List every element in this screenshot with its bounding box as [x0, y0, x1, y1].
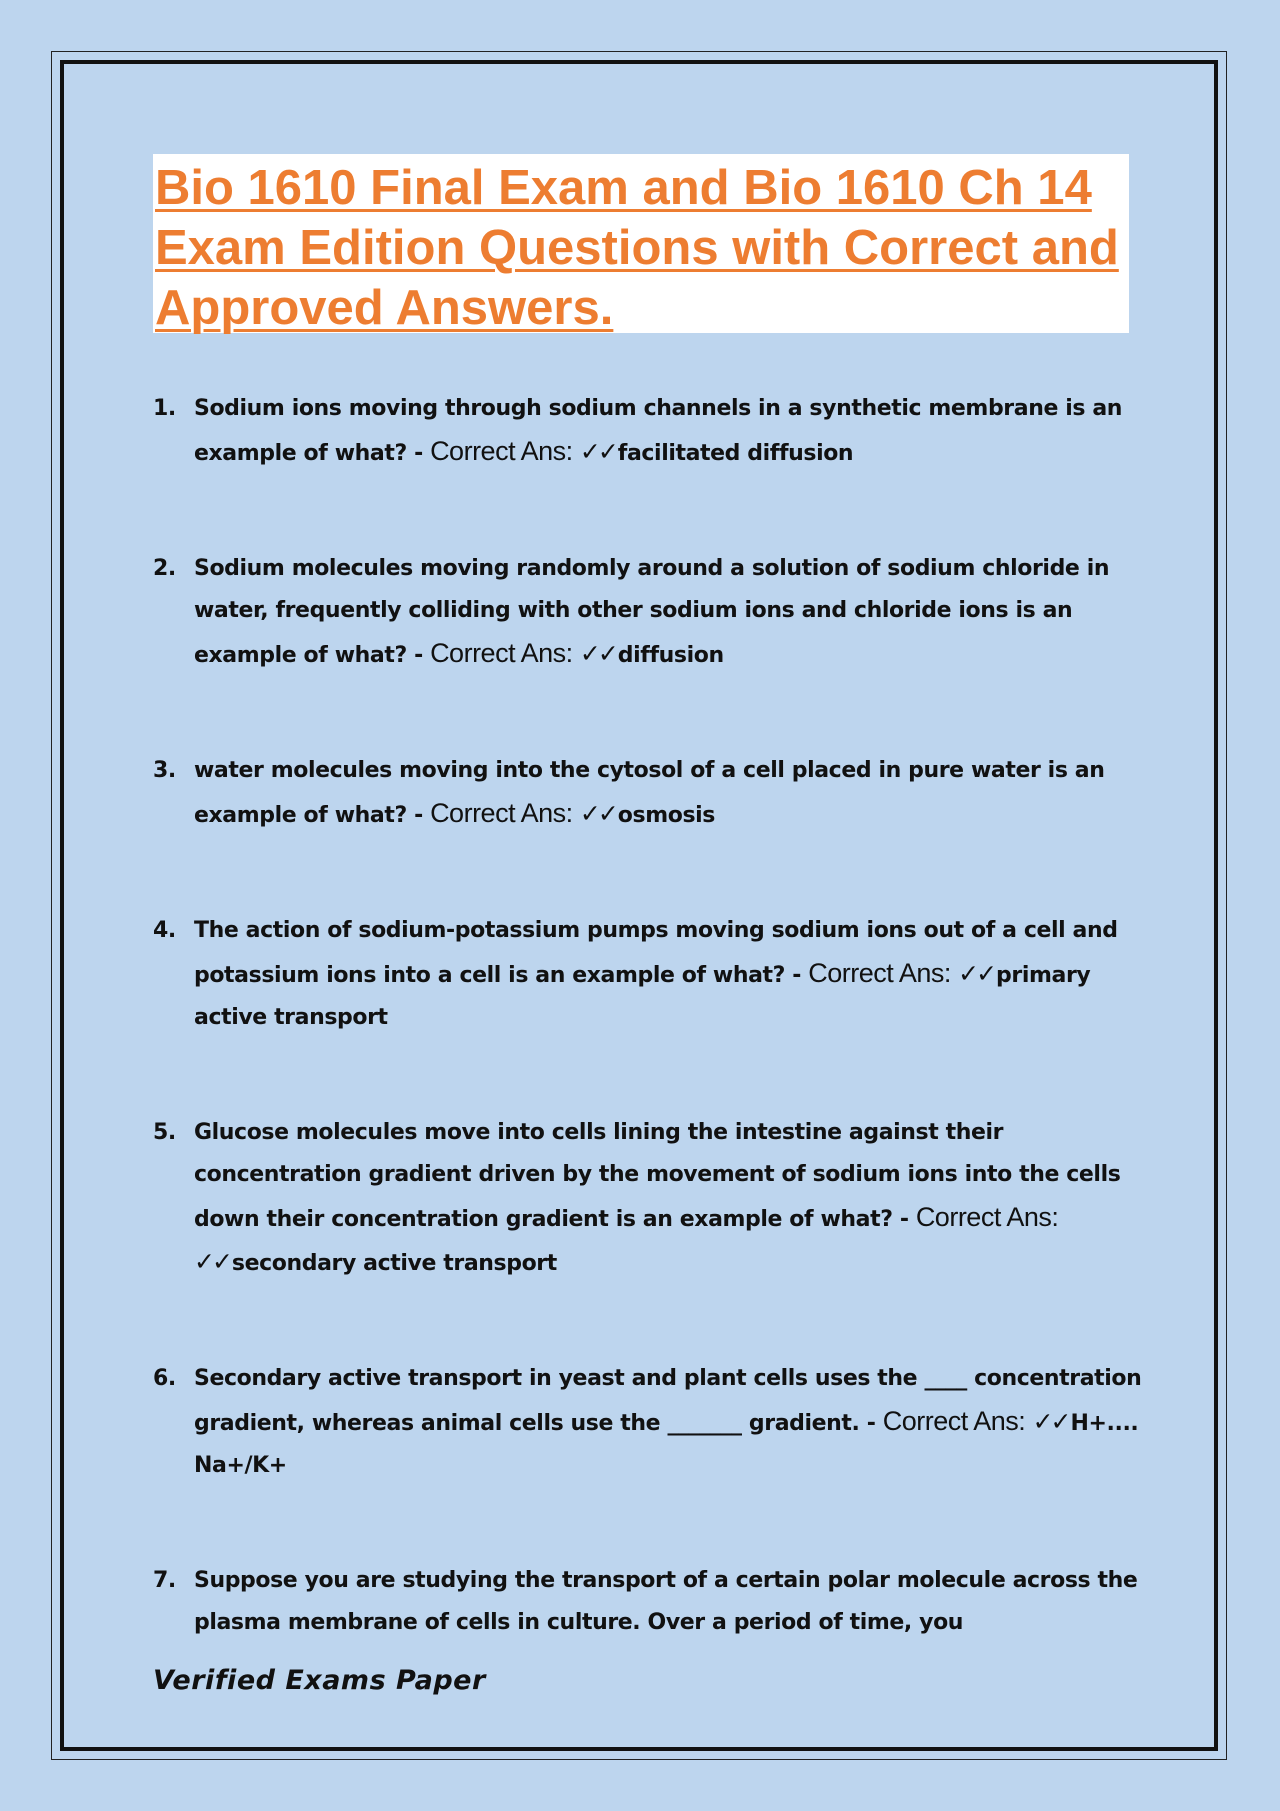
question-item [153, 750, 1143, 837]
double-check-icon: ✓✓ [579, 437, 616, 466]
question-text: Sodium molecules moving randomly around a solution of sodium chloride in water, frequently colliding with other sodium ions and chloride ions is an example of what? - [194, 556, 1110, 668]
answer-label: Correct Ans: [882, 1406, 1026, 1436]
answer-label: Correct Ans: [808, 958, 951, 988]
answer-text: diffusion [617, 643, 724, 668]
question-text: water molecules moving into the cytosol of a cell placed in pure water is an example of what? - [194, 758, 1105, 828]
question-number: 7. [153, 1568, 176, 1593]
question-text: Glucose molecules move into cells lining the intestine against their concentration gradient driven by the movement of sodium ions into the cells down their concentration gradient is an example of what? - [194, 1120, 1121, 1232]
answer-label: Correct Ans: [915, 1202, 1059, 1232]
question-item [153, 388, 1143, 475]
question-item [153, 1112, 1143, 1285]
question-item [153, 910, 1143, 1039]
footer-brand: Verified Exams Paper [153, 1665, 486, 1696]
question-number: 6. [153, 1366, 176, 1391]
question-text: The action of sodium-potassium pumps moving sodium ions out of a cell and potassium ions into a cell is an example of what? - [194, 918, 1118, 988]
question-list [153, 388, 1143, 1644]
double-check-icon: ✓✓ [958, 959, 995, 988]
question-number: 3. [153, 758, 176, 783]
question-item [153, 1560, 1143, 1644]
answer-label: Correct Ans: [430, 436, 573, 466]
question-number: 1. [153, 396, 176, 421]
double-check-icon: ✓✓ [1032, 1407, 1069, 1436]
double-check-icon: ✓✓ [579, 639, 616, 668]
double-check-icon: ✓✓ [579, 799, 616, 828]
question-number: 4. [153, 918, 176, 943]
answer-text: primary active transport [194, 963, 1091, 1030]
answer-label: Correct Ans: [430, 638, 573, 668]
question-text: Secondary active transport in yeast and plant cells uses the ____ concentration gradient, whereas animal cells use the _______ gradient. - [194, 1366, 1142, 1436]
document-title: Bio 1610 Final Exam and Bio 1610 Ch 14 Exam Edition Questions with Correct and Approved Answers. [155, 161, 1119, 335]
question-text: Suppose you are studying the transport of a certain polar molecule across the plasma membrane of cells in culture. Over a period of time, you [194, 1568, 1138, 1635]
question-text: Sodium ions moving through sodium channels in a synthetic membrane is an example of what? - [194, 396, 1123, 466]
question-item [153, 1358, 1143, 1487]
double-check-icon: ✓✓ [194, 1247, 230, 1276]
answer-text: osmosis [617, 803, 715, 828]
question-number: 2. [153, 556, 176, 581]
answer-text: H+.... Na+/K+ [194, 1411, 1139, 1478]
answer-label: Correct Ans: [430, 798, 573, 828]
answer-text: facilitated diffusion [617, 441, 854, 466]
question-item [153, 548, 1143, 677]
title-box [153, 154, 1129, 333]
question-number: 5. [153, 1120, 176, 1145]
answer-text: secondary active transport [231, 1251, 557, 1276]
